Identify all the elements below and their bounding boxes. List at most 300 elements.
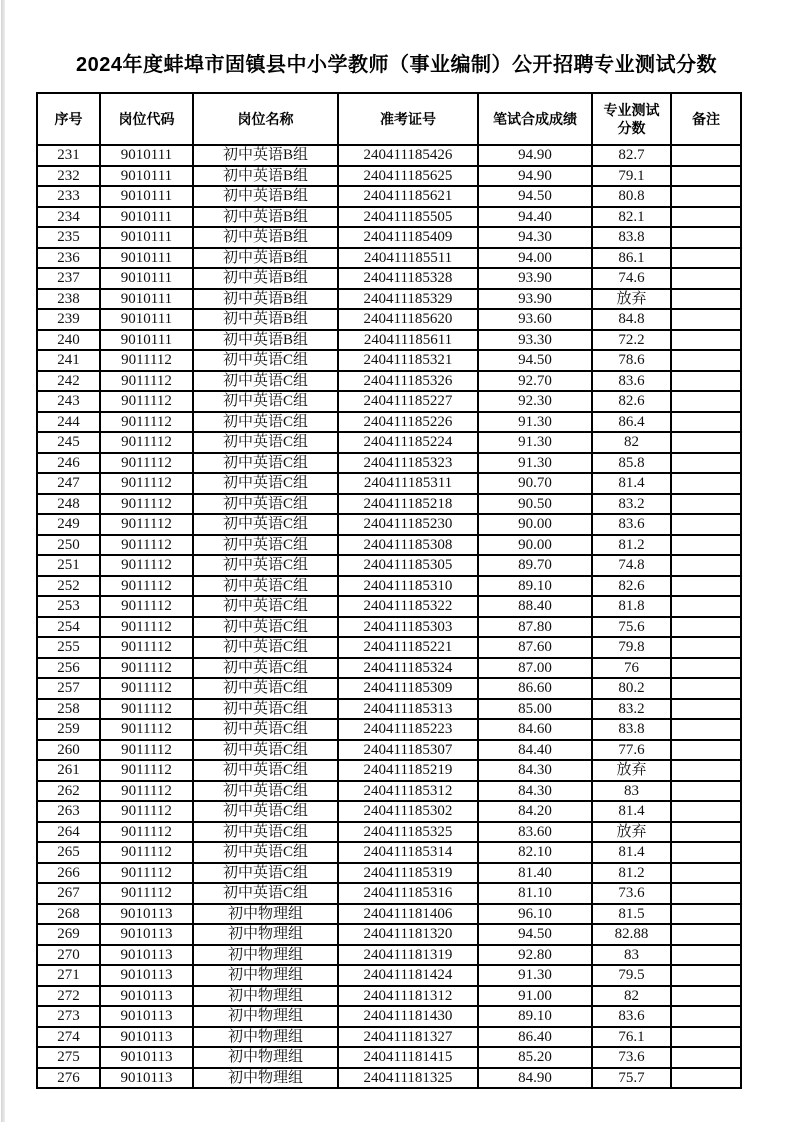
serial-number-cell: 266 (37, 863, 100, 884)
ticket-number-cell: 240411185221 (338, 637, 478, 658)
serial-number-cell: 235 (37, 227, 100, 248)
job-code-cell: 9011112 (100, 535, 193, 556)
written-composite-score-cell: 94.90 (478, 166, 592, 187)
written-composite-score-cell: 91.30 (478, 412, 592, 433)
job-code-cell: 9011112 (100, 391, 193, 412)
table-row (37, 350, 741, 371)
job-code-cell: 9011112 (100, 637, 193, 658)
written-composite-score-cell: 90.00 (478, 535, 592, 556)
job-code-cell: 9010111 (100, 227, 193, 248)
table-row (37, 535, 741, 556)
job-title-cell: 初中英语B组 (193, 145, 338, 166)
serial-number-cell: 259 (37, 719, 100, 740)
professional-test-score-cell: 76 (592, 658, 671, 679)
job-code-cell: 9010111 (100, 207, 193, 228)
professional-test-score-cell: 81.2 (592, 535, 671, 556)
job-title-cell: 初中英语C组 (193, 781, 338, 802)
written-composite-score-cell: 84.30 (478, 781, 592, 802)
ticket-number-cell: 240411185316 (338, 883, 478, 904)
serial-number-cell: 246 (37, 453, 100, 474)
professional-test-score-cell: 84.8 (592, 309, 671, 330)
table-row (37, 186, 741, 207)
table-row (37, 268, 741, 289)
col-header-job-title-label: 岗位名称 (237, 111, 294, 127)
remark-cell (671, 289, 741, 310)
professional-test-score-cell: 80.2 (592, 678, 671, 699)
col-header-written-composite-score (478, 93, 592, 145)
ticket-number-cell: 240411185329 (338, 289, 478, 310)
ticket-number-cell: 240411181327 (338, 1027, 478, 1048)
serial-number-cell: 248 (37, 494, 100, 515)
job-title-cell: 初中英语C组 (193, 740, 338, 761)
remark-cell (671, 309, 741, 330)
professional-test-score-cell: 放弃 (592, 289, 671, 310)
job-code-cell: 9011112 (100, 473, 193, 494)
written-composite-score-cell: 91.00 (478, 986, 592, 1007)
job-title-cell: 初中物理组 (193, 1047, 338, 1068)
remark-cell (671, 699, 741, 720)
remark-cell (671, 801, 741, 822)
written-composite-score-cell: 87.80 (478, 617, 592, 638)
written-composite-score-cell: 92.30 (478, 391, 592, 412)
job-code-cell: 9011112 (100, 432, 193, 453)
written-composite-score-cell: 88.40 (478, 596, 592, 617)
job-title-cell: 初中英语C组 (193, 658, 338, 679)
ticket-number-cell: 240411181424 (338, 965, 478, 986)
ticket-number-cell: 240411185219 (338, 760, 478, 781)
written-composite-score-cell: 86.40 (478, 1027, 592, 1048)
professional-test-score-cell: 73.6 (592, 1047, 671, 1068)
remark-cell (671, 842, 741, 863)
col-header-ticket-number (338, 93, 478, 145)
remark-cell (671, 453, 741, 474)
professional-test-score-cell: 83.2 (592, 699, 671, 720)
ticket-number-cell: 240411185314 (338, 842, 478, 863)
written-composite-score-cell: 89.70 (478, 555, 592, 576)
table-row (37, 842, 741, 863)
job-title-cell: 初中英语C组 (193, 822, 338, 843)
table-row (37, 945, 741, 966)
written-composite-score-cell: 94.40 (478, 207, 592, 228)
written-composite-score-cell: 84.60 (478, 719, 592, 740)
professional-test-score-cell: 81.2 (592, 863, 671, 884)
written-composite-score-cell: 84.20 (478, 801, 592, 822)
table-row (37, 1006, 741, 1027)
col-header-remark-label: 备注 (692, 111, 720, 127)
ticket-number-cell: 240411185226 (338, 412, 478, 433)
ticket-number-cell: 240411185218 (338, 494, 478, 515)
job-code-cell: 9011112 (100, 883, 193, 904)
table-row (37, 576, 741, 597)
job-title-cell: 初中英语C组 (193, 699, 338, 720)
remark-cell (671, 678, 741, 699)
table-row (37, 473, 741, 494)
table-row (37, 637, 741, 658)
ticket-number-cell: 240411185625 (338, 166, 478, 187)
table-row (37, 596, 741, 617)
job-title-cell: 初中英语B组 (193, 289, 338, 310)
table-row (37, 555, 741, 576)
serial-number-cell: 238 (37, 289, 100, 310)
table-row (37, 330, 741, 351)
ticket-number-cell: 240411185322 (338, 596, 478, 617)
serial-number-cell: 237 (37, 268, 100, 289)
remark-cell (671, 350, 741, 371)
serial-number-cell: 233 (37, 186, 100, 207)
job-title-cell: 初中英语B组 (193, 207, 338, 228)
ticket-number-cell: 240411185223 (338, 719, 478, 740)
remark-cell (671, 719, 741, 740)
job-title-cell: 初中英语B组 (193, 227, 338, 248)
remark-cell (671, 1006, 741, 1027)
col-header-job-code (100, 93, 193, 145)
written-composite-score-cell: 94.50 (478, 924, 592, 945)
ticket-number-cell: 240411181415 (338, 1047, 478, 1068)
remark-cell (671, 883, 741, 904)
job-code-cell: 9010113 (100, 1006, 193, 1027)
remark-cell (671, 412, 741, 433)
remark-cell (671, 822, 741, 843)
written-composite-score-cell: 92.70 (478, 371, 592, 392)
serial-number-cell: 244 (37, 412, 100, 433)
table-row (37, 1047, 741, 1068)
professional-test-score-cell: 83 (592, 781, 671, 802)
job-title-cell: 初中英语C组 (193, 801, 338, 822)
professional-test-score-cell: 81.8 (592, 596, 671, 617)
table-row (37, 781, 741, 802)
serial-number-cell: 265 (37, 842, 100, 863)
serial-number-cell: 243 (37, 391, 100, 412)
job-title-cell: 初中英语B组 (193, 268, 338, 289)
job-title-cell: 初中英语C组 (193, 473, 338, 494)
serial-number-cell: 242 (37, 371, 100, 392)
professional-test-score-cell: 79.5 (592, 965, 671, 986)
score-table (36, 92, 742, 1089)
serial-number-cell: 272 (37, 986, 100, 1007)
col-header-remark (671, 93, 741, 145)
serial-number-cell: 273 (37, 1006, 100, 1027)
job-code-cell: 9011112 (100, 576, 193, 597)
professional-test-score-cell: 83.2 (592, 494, 671, 515)
table-row (37, 371, 741, 392)
serial-number-cell: 275 (37, 1047, 100, 1068)
professional-test-score-cell: 83.8 (592, 227, 671, 248)
job-title-cell: 初中英语C组 (193, 863, 338, 884)
ticket-number-cell: 240411181312 (338, 986, 478, 1007)
ticket-number-cell: 240411185323 (338, 453, 478, 474)
table-row (37, 719, 741, 740)
written-composite-score-cell: 93.60 (478, 309, 592, 330)
col-header-serial-number (37, 93, 100, 145)
job-code-cell: 9011112 (100, 350, 193, 371)
remark-cell (671, 432, 741, 453)
remark-cell (671, 248, 741, 269)
col-header-job-code-label: 岗位代码 (118, 111, 175, 127)
ticket-number-cell: 240411185321 (338, 350, 478, 371)
written-composite-score-cell: 91.30 (478, 432, 592, 453)
table-row (37, 760, 741, 781)
col-header-serial-number-label: 序号 (54, 111, 83, 127)
serial-number-cell: 260 (37, 740, 100, 761)
written-composite-score-cell: 91.30 (478, 965, 592, 986)
job-code-cell: 9010111 (100, 145, 193, 166)
table-row (37, 453, 741, 474)
job-code-cell: 9011112 (100, 555, 193, 576)
written-composite-score-cell: 90.70 (478, 473, 592, 494)
job-title-cell: 初中英语C组 (193, 576, 338, 597)
ticket-number-cell: 240411185319 (338, 863, 478, 884)
ticket-number-cell: 240411185230 (338, 514, 478, 535)
ticket-number-cell: 240411185324 (338, 658, 478, 679)
written-composite-score-cell: 85.20 (478, 1047, 592, 1068)
serial-number-cell: 264 (37, 822, 100, 843)
job-code-cell: 9011112 (100, 371, 193, 392)
remark-cell (671, 1047, 741, 1068)
score-table-body (37, 145, 741, 1088)
written-composite-score-cell: 96.10 (478, 904, 592, 925)
job-code-cell: 9011112 (100, 514, 193, 535)
header-row (37, 93, 741, 145)
written-composite-score-cell: 94.30 (478, 227, 592, 248)
remark-cell (671, 781, 741, 802)
remark-cell (671, 186, 741, 207)
job-code-cell: 9010111 (100, 330, 193, 351)
professional-test-score-cell: 75.7 (592, 1068, 671, 1089)
table-row (37, 658, 741, 679)
professional-test-score-cell: 83.6 (592, 1006, 671, 1027)
job-title-cell: 初中英语C组 (193, 535, 338, 556)
job-title-cell: 初中英语C组 (193, 596, 338, 617)
remark-cell (671, 535, 741, 556)
ticket-number-cell: 240411181319 (338, 945, 478, 966)
remark-cell (671, 760, 741, 781)
job-code-cell: 9010113 (100, 924, 193, 945)
serial-number-cell: 247 (37, 473, 100, 494)
remark-cell (671, 904, 741, 925)
table-row (37, 924, 741, 945)
written-composite-score-cell: 87.60 (478, 637, 592, 658)
job-code-cell: 9011112 (100, 740, 193, 761)
job-code-cell: 9011112 (100, 494, 193, 515)
job-code-cell: 9011112 (100, 617, 193, 638)
ticket-number-cell: 240411181430 (338, 1006, 478, 1027)
remark-cell (671, 863, 741, 884)
professional-test-score-cell: 79.1 (592, 166, 671, 187)
remark-cell (671, 924, 741, 945)
job-title-cell: 初中英语C组 (193, 494, 338, 515)
job-title-cell: 初中英语C组 (193, 842, 338, 863)
serial-number-cell: 252 (37, 576, 100, 597)
ticket-number-cell: 240411185620 (338, 309, 478, 330)
written-composite-score-cell: 90.00 (478, 514, 592, 535)
job-code-cell: 9011112 (100, 658, 193, 679)
job-title-cell: 初中英语B组 (193, 309, 338, 330)
remark-cell (671, 986, 741, 1007)
professional-test-score-cell: 81.5 (592, 904, 671, 925)
written-composite-score-cell: 84.30 (478, 760, 592, 781)
ticket-number-cell: 240411185505 (338, 207, 478, 228)
col-header-ticket-number-label: 准考证号 (380, 111, 436, 127)
table-row (37, 248, 741, 269)
job-code-cell: 9011112 (100, 719, 193, 740)
ticket-number-cell: 240411185307 (338, 740, 478, 761)
remark-cell (671, 637, 741, 658)
remark-cell (671, 391, 741, 412)
job-code-cell: 9010113 (100, 965, 193, 986)
serial-number-cell: 231 (37, 145, 100, 166)
remark-cell (671, 494, 741, 515)
table-row (37, 289, 741, 310)
table-row (37, 1068, 741, 1089)
serial-number-cell: 254 (37, 617, 100, 638)
serial-number-cell: 267 (37, 883, 100, 904)
professional-test-score-cell: 81.4 (592, 473, 671, 494)
table-row (37, 494, 741, 515)
written-composite-score-cell: 93.90 (478, 268, 592, 289)
ticket-number-cell: 240411185305 (338, 555, 478, 576)
written-composite-score-cell: 87.00 (478, 658, 592, 679)
job-code-cell: 9011112 (100, 760, 193, 781)
serial-number-cell: 256 (37, 658, 100, 679)
job-title-cell: 初中物理组 (193, 945, 338, 966)
table-row (37, 1027, 741, 1048)
professional-test-score-cell: 86.4 (592, 412, 671, 433)
ticket-number-cell: 240411185302 (338, 801, 478, 822)
job-title-cell: 初中英语C组 (193, 555, 338, 576)
ticket-number-cell: 240411181325 (338, 1068, 478, 1089)
job-code-cell: 9010113 (100, 1068, 193, 1089)
job-code-cell: 9011112 (100, 781, 193, 802)
professional-test-score-cell: 74.6 (592, 268, 671, 289)
serial-number-cell: 258 (37, 699, 100, 720)
ticket-number-cell: 240411181320 (338, 924, 478, 945)
job-title-cell: 初中物理组 (193, 1006, 338, 1027)
job-title-cell: 初中英语C组 (193, 760, 338, 781)
job-code-cell: 9011112 (100, 699, 193, 720)
table-row (37, 145, 741, 166)
remark-cell (671, 740, 741, 761)
professional-test-score-cell: 83.8 (592, 719, 671, 740)
written-composite-score-cell: 86.60 (478, 678, 592, 699)
table-row (37, 986, 741, 1007)
serial-number-cell: 240 (37, 330, 100, 351)
remark-cell (671, 576, 741, 597)
professional-test-score-cell: 76.1 (592, 1027, 671, 1048)
ticket-number-cell: 240411185312 (338, 781, 478, 802)
table-row (37, 309, 741, 330)
professional-test-score-cell: 82 (592, 986, 671, 1007)
professional-test-score-cell: 82.88 (592, 924, 671, 945)
remark-cell (671, 658, 741, 679)
job-title-cell: 初中英语C组 (193, 637, 338, 658)
remark-cell (671, 166, 741, 187)
ticket-number-cell: 240411181406 (338, 904, 478, 925)
ticket-number-cell: 240411185303 (338, 617, 478, 638)
table-row (37, 514, 741, 535)
professional-test-score-cell: 72.2 (592, 330, 671, 351)
remark-cell (671, 514, 741, 535)
table-row (37, 432, 741, 453)
written-composite-score-cell: 84.40 (478, 740, 592, 761)
serial-number-cell: 268 (37, 904, 100, 925)
professional-test-score-cell: 77.6 (592, 740, 671, 761)
job-code-cell: 9011112 (100, 412, 193, 433)
professional-test-score-cell: 80.8 (592, 186, 671, 207)
serial-number-cell: 269 (37, 924, 100, 945)
col-header-job-title (193, 93, 338, 145)
job-code-cell: 9011112 (100, 678, 193, 699)
table-row (37, 863, 741, 884)
job-title-cell: 初中英语C组 (193, 412, 338, 433)
ticket-number-cell: 240411185308 (338, 535, 478, 556)
job-code-cell: 9010113 (100, 1047, 193, 1068)
job-code-cell: 9010111 (100, 268, 193, 289)
serial-number-cell: 263 (37, 801, 100, 822)
table-row (37, 678, 741, 699)
job-code-cell: 9010111 (100, 166, 193, 187)
document-title: 2024年度蚌埠市固镇县中小学教师（事业编制）公开招聘专业测试分数 (76, 54, 717, 76)
job-title-cell: 初中英语B组 (193, 248, 338, 269)
ticket-number-cell: 240411185426 (338, 145, 478, 166)
ticket-number-cell: 240411185311 (338, 473, 478, 494)
job-title-cell: 初中英语C组 (193, 514, 338, 535)
ticket-number-cell: 240411185621 (338, 186, 478, 207)
job-title-cell: 初中英语C组 (193, 350, 338, 371)
serial-number-cell: 271 (37, 965, 100, 986)
written-composite-score-cell: 89.10 (478, 1006, 592, 1027)
remark-cell (671, 555, 741, 576)
serial-number-cell: 236 (37, 248, 100, 269)
job-title-cell: 初中英语C组 (193, 432, 338, 453)
job-code-cell: 9010111 (100, 248, 193, 269)
written-composite-score-cell: 82.10 (478, 842, 592, 863)
written-composite-score-cell: 92.80 (478, 945, 592, 966)
table-row (37, 227, 741, 248)
professional-test-score-cell: 82 (592, 432, 671, 453)
table-row (37, 617, 741, 638)
serial-number-cell: 270 (37, 945, 100, 966)
job-title-cell: 初中物理组 (193, 965, 338, 986)
serial-number-cell: 232 (37, 166, 100, 187)
ticket-number-cell: 240411185611 (338, 330, 478, 351)
remark-cell (671, 1027, 741, 1048)
professional-test-score-cell: 79.8 (592, 637, 671, 658)
professional-test-score-cell: 82.6 (592, 391, 671, 412)
written-composite-score-cell: 93.30 (478, 330, 592, 351)
table-row (37, 801, 741, 822)
professional-test-score-cell: 73.6 (592, 883, 671, 904)
ticket-number-cell: 240411185224 (338, 432, 478, 453)
ticket-number-cell: 240411185310 (338, 576, 478, 597)
job-title-cell: 初中物理组 (193, 1068, 338, 1089)
remark-cell (671, 945, 741, 966)
ticket-number-cell: 240411185227 (338, 391, 478, 412)
professional-test-score-cell: 83.6 (592, 514, 671, 535)
job-code-cell: 9010111 (100, 186, 193, 207)
table-row (37, 883, 741, 904)
remark-cell (671, 268, 741, 289)
professional-test-score-cell: 放弃 (592, 822, 671, 843)
professional-test-score-cell: 81.4 (592, 842, 671, 863)
professional-test-score-cell: 85.8 (592, 453, 671, 474)
table-row (37, 207, 741, 228)
job-code-cell: 9011112 (100, 453, 193, 474)
job-title-cell: 初中英语C组 (193, 391, 338, 412)
ticket-number-cell: 240411185313 (338, 699, 478, 720)
serial-number-cell: 250 (37, 535, 100, 556)
professional-test-score-cell: 78.6 (592, 350, 671, 371)
written-composite-score-cell: 94.00 (478, 248, 592, 269)
